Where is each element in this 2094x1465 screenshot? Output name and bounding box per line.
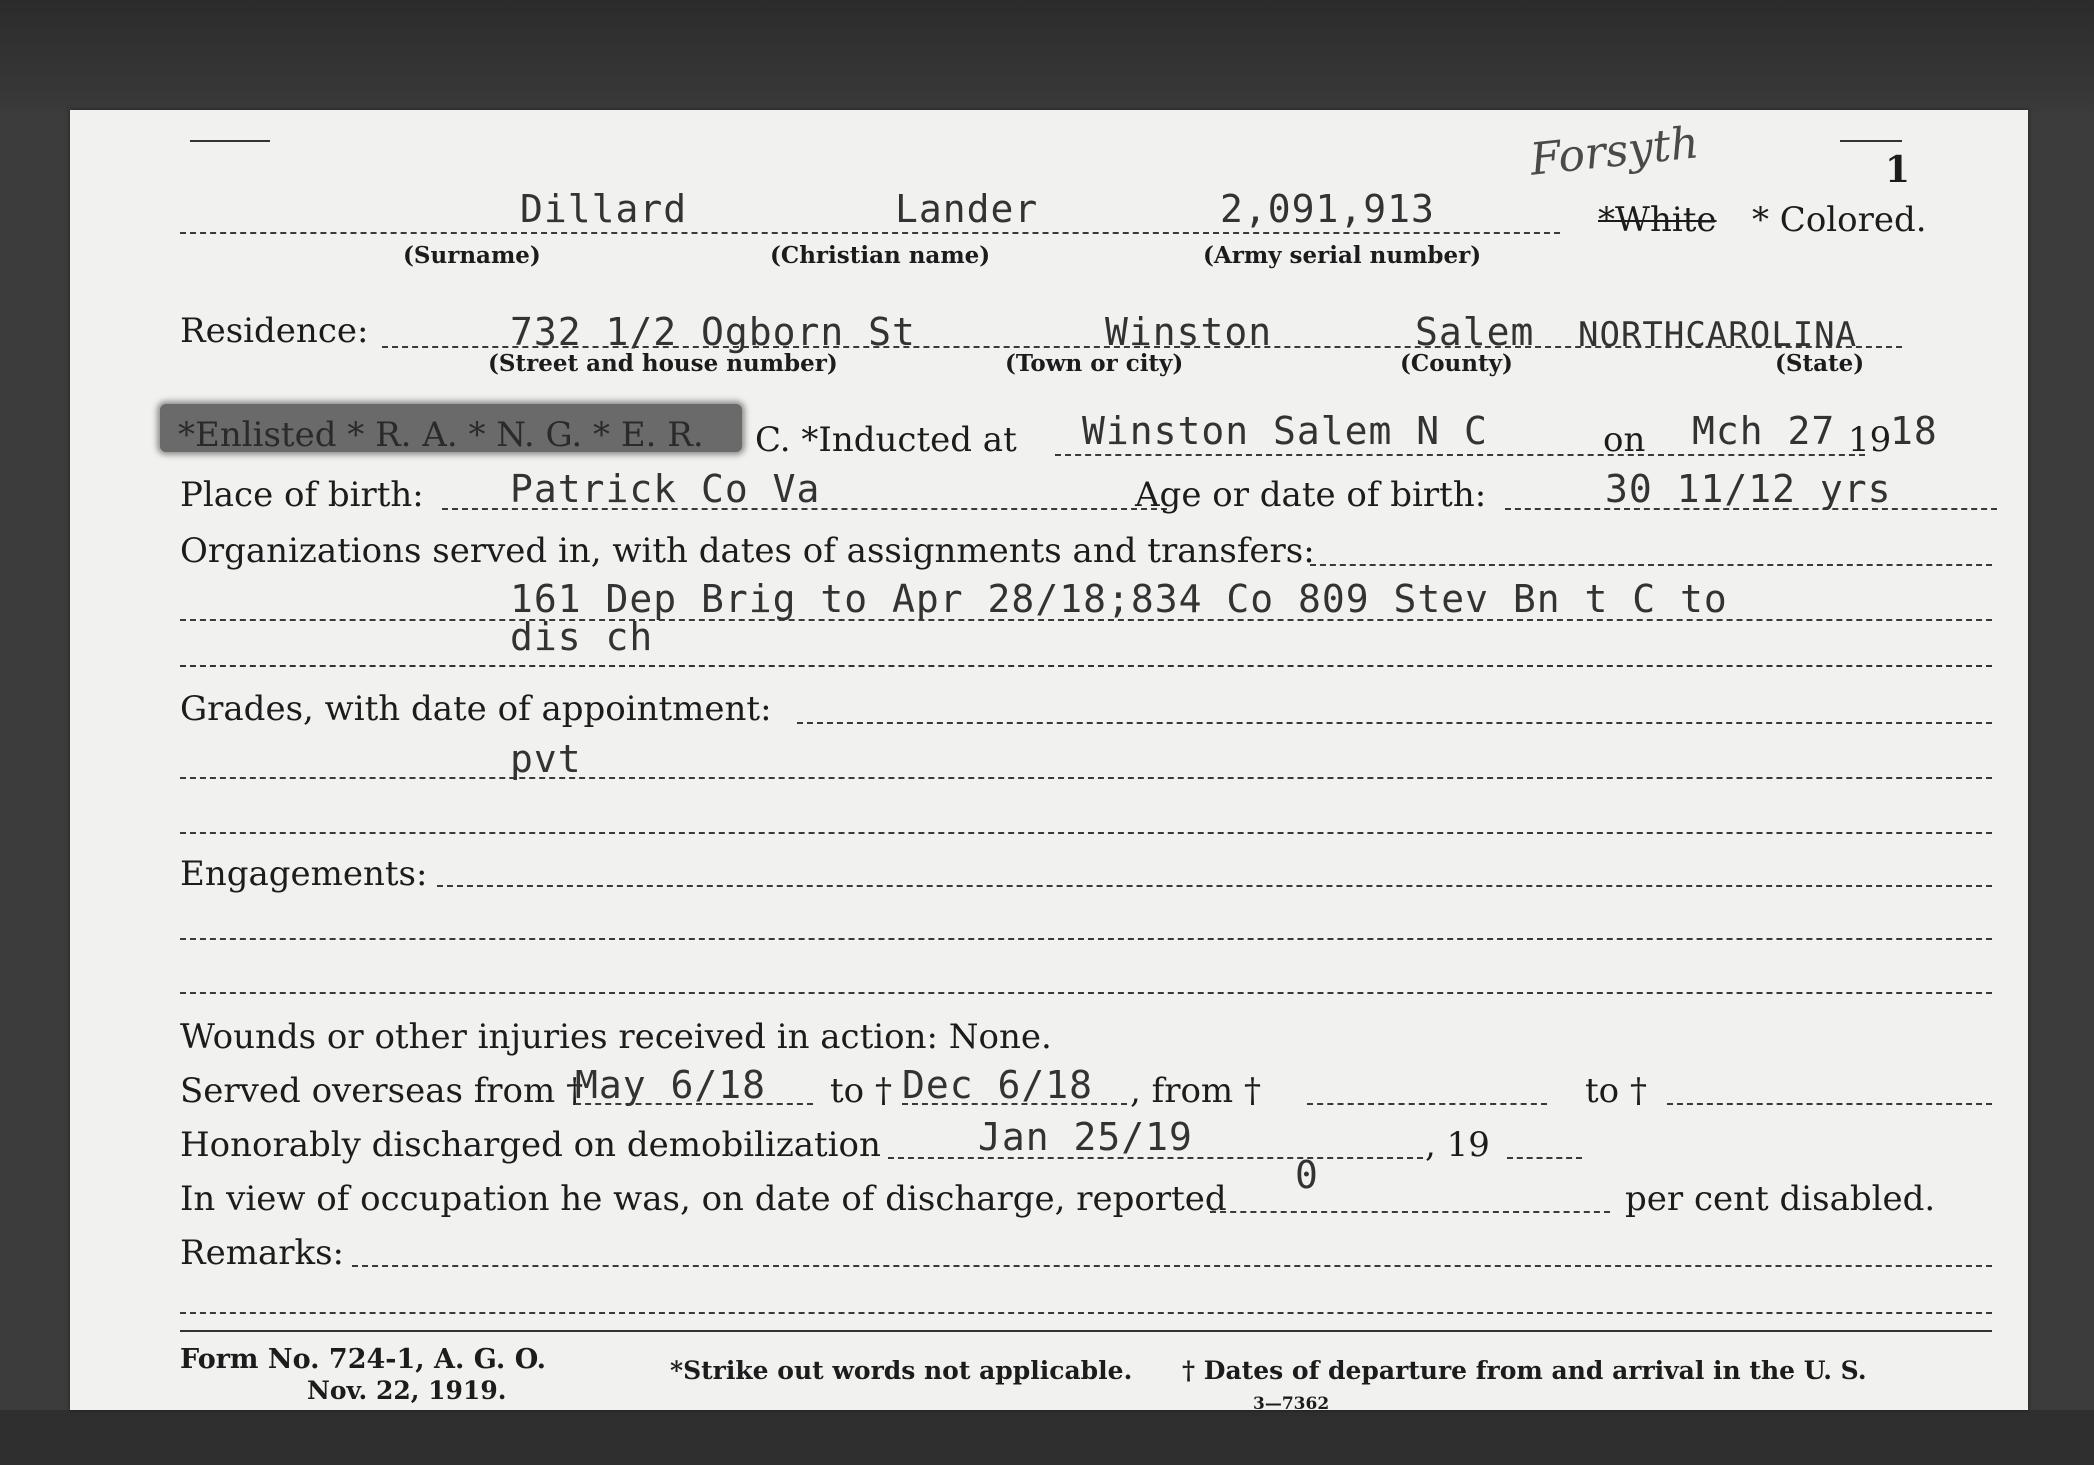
residence-label: Residence:	[180, 311, 369, 351]
disability-value: 0	[1295, 1153, 1319, 1197]
race-white-struck: *White	[1598, 200, 1717, 240]
inducted-label: C. *Inducted at	[755, 420, 1017, 460]
organizations-value-1: 161 Dep Brig to Apr 28/18;834 Co 809 Stev Bn t C to	[510, 577, 1728, 621]
overseas-from-date: May 6/18	[575, 1063, 767, 1107]
induction-line	[1055, 454, 1865, 456]
overseas-to-label: to †	[830, 1071, 892, 1111]
organizations-label: Organizations served in, with dates of assignments and transfers:	[180, 531, 1315, 571]
top-left-rule	[190, 140, 270, 142]
birth-place-value: Patrick Co Va	[510, 467, 821, 511]
remarks-label: Remarks:	[180, 1233, 344, 1273]
card-number: 1	[1885, 149, 1911, 191]
organizations-value-2: dis ch	[510, 615, 654, 659]
organizations-line-0	[1310, 564, 1992, 566]
birth-place-label: Place of birth:	[180, 475, 424, 515]
enlistment-options: *Enlisted * R. A. * N. G. * E. R.	[178, 415, 704, 455]
surname-caption: (Surname)	[403, 242, 541, 269]
grades-value: pvt	[510, 737, 582, 781]
induction-year: 18	[1890, 409, 1938, 453]
grades-line-2	[180, 832, 1992, 834]
disability-label: In view of occupation he was, on date of discharge, reported	[180, 1179, 1227, 1219]
grades-line-0	[797, 722, 1992, 724]
disability-suffix: per cent disabled.	[1625, 1179, 1936, 1219]
form-number: Form No. 724-1, A. G. O.	[180, 1344, 547, 1375]
engagements-label: Engagements:	[180, 854, 428, 894]
christian-name-caption: (Christian name)	[770, 242, 991, 269]
christian-name-value: Lander	[895, 187, 1039, 231]
discharge-date: Jan 25/19	[978, 1115, 1193, 1159]
discharge-year-label: , 19	[1425, 1125, 1490, 1165]
scan-background-top	[0, 0, 2094, 112]
wounds-text: Wounds or other injuries received in action: None.	[180, 1017, 1052, 1057]
service-record-card	[70, 110, 2028, 1414]
discharge-year-line	[1507, 1157, 1582, 1159]
induction-place: Winston Salem N C	[1082, 409, 1488, 453]
header-line	[180, 232, 1560, 234]
street-caption: (Street and house number)	[488, 350, 838, 377]
grades-label: Grades, with date of appointment:	[180, 689, 772, 729]
residence-county: Salem	[1415, 310, 1535, 354]
engagements-line-1	[180, 938, 1992, 940]
age-label: Age or date of birth:	[1135, 475, 1487, 515]
strike-note: *Strike out words not applicable.	[670, 1356, 1133, 1385]
induction-date: Mch 27	[1692, 409, 1836, 453]
residence-state: NORTHCAROLINA	[1578, 315, 1858, 355]
scan-background-bottom	[0, 1410, 2094, 1465]
organizations-line-2	[180, 665, 1992, 667]
race-colored: * Colored.	[1752, 200, 1927, 240]
remarks-line-1	[180, 1312, 1992, 1314]
age-value: 30 11/12 yrs	[1605, 467, 1892, 511]
serial-number-value: 2,091,913	[1220, 187, 1435, 231]
top-right-rule	[1840, 140, 1902, 142]
form-date: Nov. 22, 1919.	[307, 1376, 507, 1405]
engagements-line-2	[180, 992, 1992, 994]
residence-street: 732 1/2 Ogborn St	[510, 310, 916, 354]
engagements-line-0	[437, 885, 1992, 887]
disability-line	[1210, 1211, 1610, 1213]
town-caption: (Town or city)	[1005, 350, 1184, 377]
induction-year-prefix: 19	[1848, 420, 1892, 460]
state-caption: (State)	[1775, 350, 1865, 377]
overseas-to-date: Dec 6/18	[902, 1063, 1094, 1107]
remarks-line-0	[352, 1265, 1992, 1267]
dates-note: † Dates of departure from and arrival in the U. S.	[1182, 1356, 1867, 1385]
grades-line-1	[180, 777, 1992, 779]
footer-rule	[180, 1330, 1992, 1332]
print-code: 3—7362	[1253, 1394, 1330, 1414]
overseas-from2-line	[1307, 1103, 1547, 1105]
overseas-to2-label: to †	[1585, 1071, 1647, 1111]
discharge-label: Honorably discharged on demobilization	[180, 1125, 881, 1165]
overseas-from2-label: , from †	[1130, 1071, 1261, 1111]
county-annotation: Forsyth	[1527, 117, 1702, 186]
serial-number-caption: (Army serial number)	[1203, 242, 1482, 269]
surname-value: Dillard	[520, 187, 688, 231]
residence-town: Winston	[1105, 310, 1273, 354]
overseas-to2-line	[1667, 1103, 1992, 1105]
overseas-label: Served overseas from †	[180, 1071, 584, 1111]
county-caption: (County)	[1400, 350, 1513, 377]
induction-on-label: on	[1603, 420, 1646, 460]
